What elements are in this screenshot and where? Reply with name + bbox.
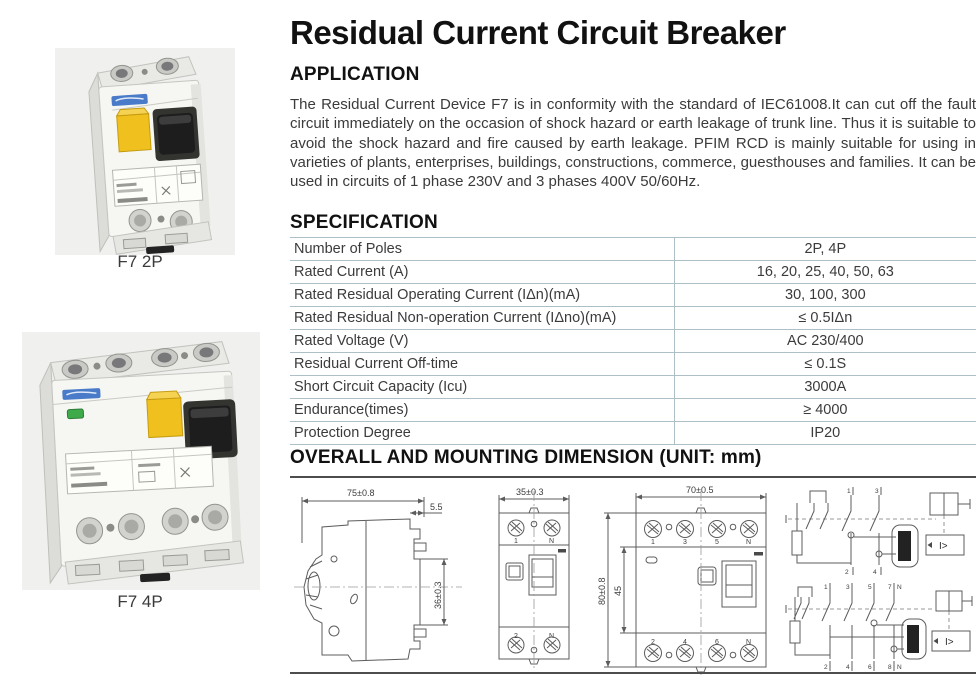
wire-label: 4 <box>873 569 877 576</box>
table-row <box>290 376 976 399</box>
wire-label: 5 <box>868 584 872 591</box>
test-button <box>146 391 182 438</box>
trip-label: I> <box>939 541 948 552</box>
terminal-label: N <box>746 539 752 546</box>
caption-f7-4p: F7 4P <box>117 592 163 611</box>
wire-label: 3 <box>846 584 850 591</box>
caption-f7-2p: F7 2P <box>117 252 163 271</box>
divider <box>290 672 976 674</box>
spec-label: Rated Current (A) <box>290 261 674 284</box>
spec-label: Rated Voltage (V) <box>290 330 674 353</box>
spec-value: IP20 <box>674 422 976 445</box>
application-heading: APPLICATION <box>290 64 420 85</box>
dim-rail: 36±0.3 <box>433 581 443 609</box>
dim-width-2p: 35±0.3 <box>516 487 544 497</box>
drawing-side-view <box>292 483 470 673</box>
table-row <box>290 353 976 376</box>
terminal-label: N <box>549 633 555 640</box>
terminal-label: 1 <box>514 538 518 545</box>
spec-label: Residual Current Off-time <box>290 353 674 376</box>
wiring-4p-schematic <box>786 583 972 671</box>
wire-label: 6 <box>868 664 872 671</box>
test-button <box>116 108 151 152</box>
spec-label: Number of Poles <box>290 238 674 261</box>
specification-heading: SPECIFICATION <box>290 212 438 233</box>
spec-label: Rated Residual Operating Current (IΔn)(mA) <box>290 284 674 307</box>
wire-label: 1 <box>847 488 851 495</box>
table-row <box>290 261 976 284</box>
terminal-label: 2 <box>514 633 518 640</box>
table-row <box>290 307 976 330</box>
spec-value: 30, 100, 300 <box>674 284 976 307</box>
spec-value: ≤ 0.1S <box>674 353 976 376</box>
product-photo-2p <box>55 48 235 255</box>
wire-label: 7 <box>888 584 892 591</box>
wire-label: 1 <box>824 584 828 591</box>
terminal-label: N <box>549 538 555 545</box>
dim-depth: 5.5 <box>430 502 443 512</box>
wiring-2p-schematic <box>786 487 970 576</box>
spec-value: ≤ 0.5IΔn <box>674 307 976 330</box>
dim-width: 75±0.8 <box>347 488 375 498</box>
spec-label: Rated Residual Non-operation Current (IΔno)(mA) <box>290 307 674 330</box>
breaker-4p-image <box>22 332 260 590</box>
table-row <box>290 422 976 445</box>
spec-label: Short Circuit Capacity (Icu) <box>290 376 674 399</box>
status-led <box>67 409 83 419</box>
wire-label: N <box>897 664 902 671</box>
trip-label: I> <box>945 637 954 648</box>
dimension-heading: OVERALL AND MOUNTING DIMENSION (UNIT: mm) <box>290 447 762 468</box>
toggle-handle <box>152 106 200 161</box>
terminal-label: N <box>746 639 752 646</box>
page-title: Residual Current Circuit Breaker <box>290 14 786 51</box>
drawing-front-2p <box>476 483 592 673</box>
divider <box>290 476 976 478</box>
terminal-label: 1 <box>651 539 655 546</box>
specification-table <box>290 237 976 445</box>
dim-height-4p: 80±0.8 <box>597 577 607 605</box>
table-row <box>290 284 976 307</box>
wire-label: 2 <box>845 569 849 576</box>
terminal-label: 5 <box>715 539 719 546</box>
drawing-front-4p <box>596 483 784 675</box>
table-row <box>290 399 976 422</box>
spec-label: Endurance(times) <box>290 399 674 422</box>
spec-value: AC 230/400 <box>674 330 976 353</box>
terminal-label: 4 <box>683 639 687 646</box>
wire-label: N <box>897 584 902 591</box>
breaker-2p-image <box>55 48 235 255</box>
spec-value: 3000A <box>674 376 976 399</box>
rating-label <box>112 164 202 206</box>
wire-label: 4 <box>846 664 850 671</box>
drawing-wiring <box>784 481 976 677</box>
din-clip <box>140 573 170 583</box>
terminal-label: 6 <box>715 639 719 646</box>
table-row <box>290 330 976 353</box>
spec-label: Protection Degree <box>290 422 674 445</box>
wire-label: 8 <box>888 664 892 671</box>
rating-label <box>66 446 214 494</box>
product-photo-4p <box>22 332 260 590</box>
spec-value: ≥ 4000 <box>674 399 976 422</box>
spec-value: 2P, 4P <box>674 238 976 261</box>
application-text: The Residual Current Device F7 is in conformity with the standard of IEC61008.It can cut off the fault circuit immediately on the occasion of shock hazard or earth leakage of trunk line. Thus it is suitable to avoid the shock hazard and fire caused by earth leakage. PFIM RCD is mainly suitable for using in varieties of plants, enterprises, buildings, constructions, commerce, guesthouses and families. It can be used in circuits of 1 phase 230V and 3 phases 400V 50/60Hz. <box>290 96 976 191</box>
table-row <box>290 238 976 261</box>
wire-label: 2 <box>824 664 828 671</box>
dim-width-4p: 70±0.5 <box>686 485 714 495</box>
spec-value: 16, 20, 25, 40, 50, 63 <box>674 261 976 284</box>
terminal-label: 2 <box>651 639 655 646</box>
wire-label: 3 <box>875 488 879 495</box>
terminal-label: 3 <box>683 539 687 546</box>
dim-inner-4p: 45 <box>613 585 623 596</box>
